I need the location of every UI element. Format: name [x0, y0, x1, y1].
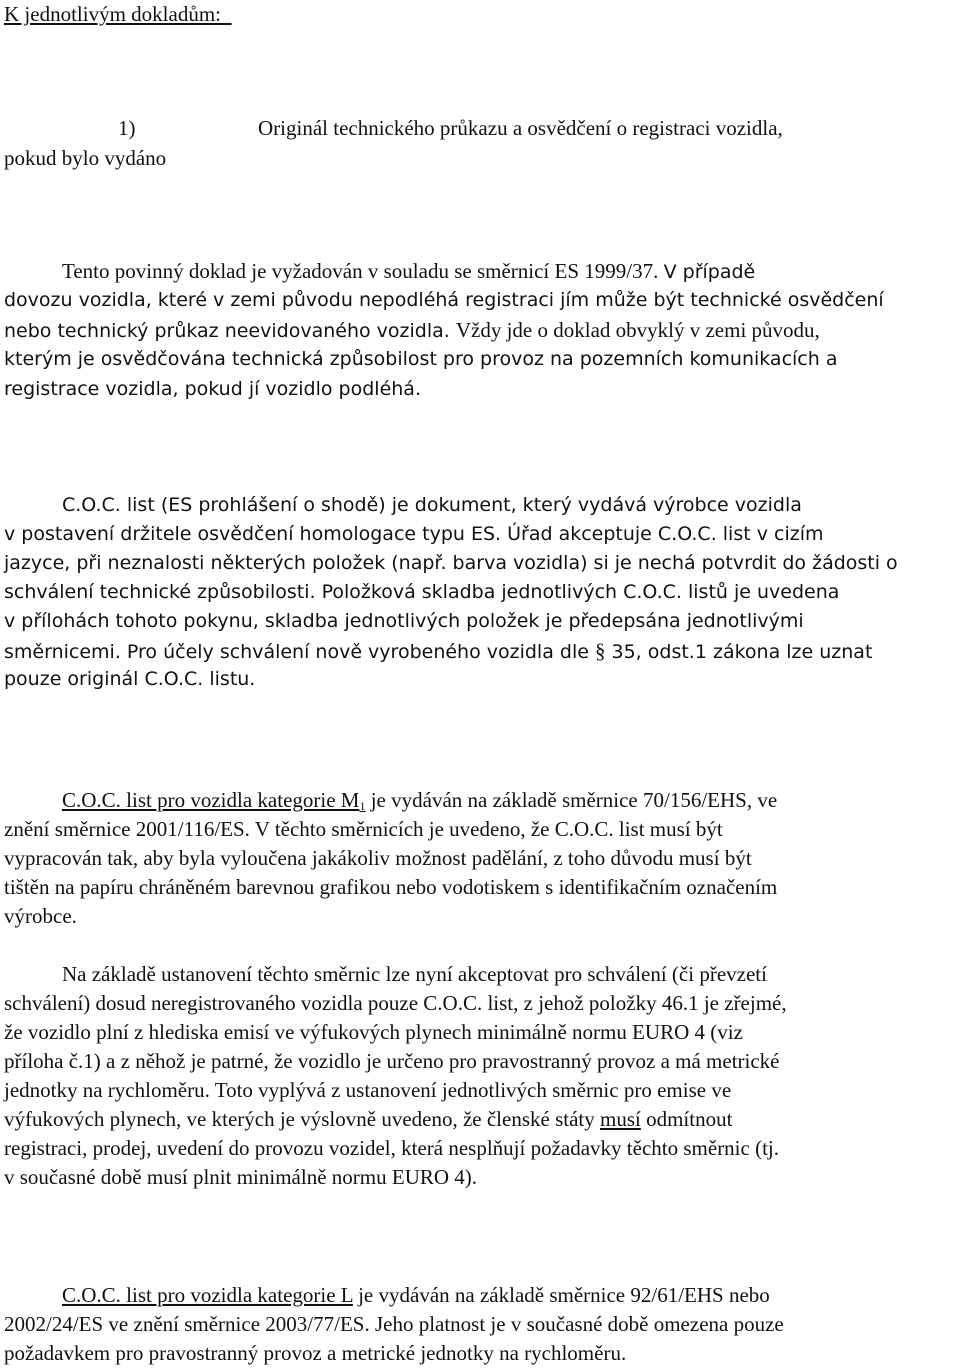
paragraph-line: výfukových plynech, ve kterých je výslovně uvedeno, že členské státy musí odmítnout	[4, 1107, 733, 1131]
page-heading: K jednotlivým dokladům:	[4, 2, 232, 26]
paragraph-line: Na základě ustanovení těchto směrnic lze nyní akceptovat pro schválení (či převzetí	[62, 962, 767, 986]
section-title: Originál technického průkazu a osvědčení o registraci vozidla,	[258, 116, 783, 140]
paragraph-line: C.O.C. list pro vozidla kategorie $M_1$ je vydáván na základě směrnice 70/156/EHS, ve	[62, 788, 778, 813]
paragraph-line: směrnicemi. Pro účely schválení nově vyrobeného vozidla dle § 35, odst.1 zákona lze uznat	[4, 639, 873, 663]
section-sign: §	[594, 639, 606, 663]
paragraph-line: příloha č.1) a z něhož je patrné, že vozidlo je určeno pro pravostranný provoz a má metrické	[4, 1049, 780, 1073]
category-l-label: C.O.C. list pro vozidla kategorie L	[62, 1283, 353, 1307]
paragraph-line: v současné době musí plnit minimálně normu EURO 4).	[4, 1165, 478, 1189]
paragraph-line: v přílohách tohoto pokynu, skladba jednotlivých položek je předepsána jednotlivými	[4, 610, 804, 632]
paragraph-line: jazyce, při neznalosti některých položek (např. barva vozidla) si je nechá potvrdit do žádosti o	[4, 552, 898, 574]
paragraph-line: v postavení držitele osvědčení homologace typu ES. Úřad akceptuje C.O.C. list v cizím	[4, 523, 824, 545]
paragraph-line: výrobce.	[4, 904, 77, 928]
paragraph-line: registrace vozidla, pokud jí vozidlo podléhá.	[4, 378, 421, 400]
paragraph-line: vypracován tak, aby byla vyloučena jakákoliv možnost padělání, z toho důvodu musí být	[4, 846, 752, 870]
paragraph-line: tištěn na papíru chráněném barevnou grafikou nebo vodotiskem s identifikačním označením	[4, 875, 778, 899]
paragraph-line: registraci, prodej, uvedení do provozu vozidel, která nesplňují požadavky těchto směrnic (tj.	[4, 1136, 780, 1160]
paragraph-line: znění směrnice 2001/116/ES. V těchto směrnicích je uvedeno, že C.O.C. list musí být	[4, 817, 723, 841]
section-title-continuation: pokud bylo vydáno	[4, 146, 167, 170]
category-m1-label: C.O.C. list pro vozidla kategorie M	[62, 788, 360, 812]
paragraph-line: dovozu vozidla, které v zemi původu nepodléhá registraci jím může být technické osvědčení	[4, 289, 884, 311]
emphasis-must: musí	[599, 1107, 641, 1131]
paragraph-line: kterým je osvědčována technická způsobilost pro provoz na pozemních komunikacích a	[4, 348, 838, 370]
paragraph-line: C.O.C. list (ES prohlášení o shodě) je dokument, který vydává výrobce vozidla	[62, 494, 802, 516]
paragraph-line: C.O.C. list pro vozidla kategorie L je vydáván na základě směrnice 92/61/EHS nebo	[62, 1283, 770, 1307]
paragraph-line: Tento povinný doklad je vyžadován v souladu se směrnicí ES 1999/37. V případě	[62, 259, 756, 283]
paragraph-line: nebo technický průkaz neevidovaného vozidla. Vždy jde o doklad obvyklý v zemi původu,	[4, 318, 820, 342]
paragraph-line: jednotky na rychloměru. Toto vyplývá z ustanovení jednotlivých směrnic pro emise ve	[4, 1078, 732, 1102]
paragraph-line: požadavkem pro pravostranný provoz a metrické jednotky na rychloměru.	[4, 1341, 627, 1365]
paragraph-line: schválení technické způsobilosti. Položková skladba jednotlivých C.O.C. listů je uvedena	[4, 581, 840, 603]
section-number: 1)	[118, 116, 136, 140]
paragraph-line: pouze originál C.O.C. listu.	[4, 668, 256, 690]
paragraph-line: schválení) dosud neregistrovaného vozidla pouze C.O.C. list, z jehož položky 46.1 je zřejmé,	[4, 991, 787, 1015]
paragraph-line: že vozidlo plní z hlediska emisí ve výfukových plynech minimálně normu EURO 4 (viz	[4, 1020, 743, 1044]
paragraph-line: 2002/24/ES ve znění směrnice 2003/77/ES. Jeho platnost je v současné době omezena pouze	[4, 1312, 784, 1336]
